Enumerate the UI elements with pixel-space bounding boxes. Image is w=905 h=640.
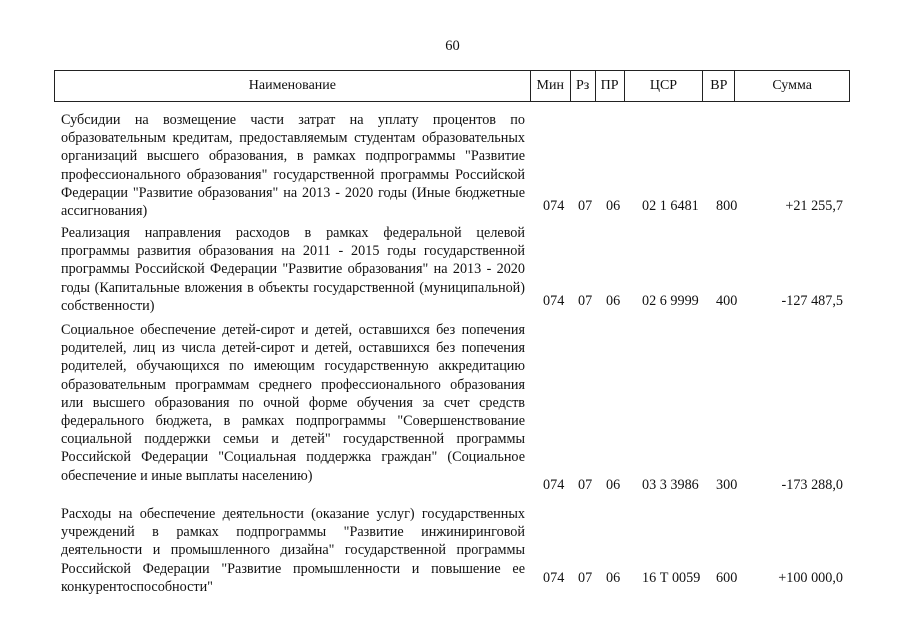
header-min: Мин [531,71,571,101]
row-pr: 06 [606,477,621,493]
header-name: Наименование [55,71,531,101]
header-csr: ЦСР [625,71,704,101]
row-sum: +100 000,0 [778,570,843,586]
row-rz: 07 [578,198,593,214]
table-header [54,70,850,102]
row-vr: 300 [716,477,738,493]
row-pr: 06 [606,198,621,214]
row-sum: +21 255,7 [785,198,843,214]
row-min: 074 [543,198,565,214]
row-min: 074 [543,477,565,493]
row-rz: 07 [578,293,593,309]
row-rz: 07 [578,477,593,493]
row-pr: 06 [606,293,621,309]
row-min: 074 [543,570,565,586]
row-csr: 03 3 3986 [642,477,699,493]
row-min: 074 [543,293,565,309]
page-number: 60 [445,38,460,54]
header-rz: Рз [571,71,596,101]
row-vr: 600 [716,570,738,586]
row-sum: -173 288,0 [781,477,843,493]
row-description: Социальное обеспечение детей-сирот и детей, оставшихся без попечения родителей, лиц из числа детей-сирот и детей, оставшихся без попечения родителей, обучающихся по имеющим государственную аккредитацию образовательным программам среднего профессионального образования или высшего образования по очной форме обучения за счет средств федерального бюджета, в рамках подпрограммы "Совершенствование социальной поддержки семьи и детей" государственной программы Российской Федерации "Социальная поддержка граждан" (Социальное обеспечение и иные выплаты населению) [61,322,525,484]
row-pr: 06 [606,570,621,586]
header-pr: ПР [596,71,625,101]
row-csr: 16 Т 0059 [642,570,701,586]
row-rz: 07 [578,570,593,586]
row-description: Расходы на обеспечение деятельности (оказание услуг) государственных учреждений в рамках подпрограммы "Развитие инжиниринговой деятельности и промышленного дизайна" государственной программы Российской Федерации "Развитие промышленности и повышение ее конкурентоспособности" [61,506,525,595]
row-csr: 02 6 9999 [642,293,699,309]
header-sum: Сумма [772,78,812,93]
row-description: Субсидии на возмещение части затрат на уплату процентов по образовательным кредитам, предоставляемым студентам образовательных организаций высшего образования, в рамках подпрограммы "Развитие профессионального образования" государственной программы Российской Федерации "Развитие образования" на 2013 - 2020 годы (Иные бюджетные ассигнования) [61,112,525,220]
row-sum: -127 487,5 [781,293,843,309]
header-vr: ВР [703,71,735,101]
row-vr: 400 [716,293,738,309]
row-vr: 800 [716,198,738,214]
row-description: Реализация направления расходов в рамках федеральной целевой программы развития образования на 2011 - 2015 годы государственной программы Российской Федерации "Развитие образования" на 2013 - 2020 годы (Капитальные вложения в объекты государственной (муниципальной) собственности) [61,225,525,314]
row-csr: 02 1 6481 [642,198,699,214]
